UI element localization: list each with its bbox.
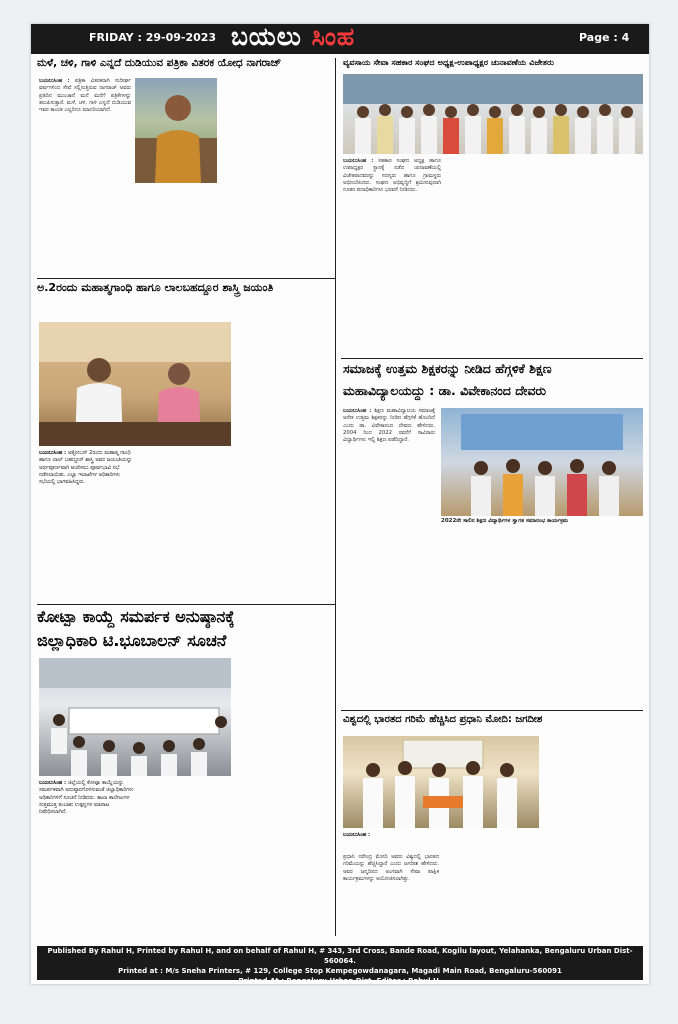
newspaper-title <box>231 24 355 52</box>
article-4-column <box>543 536 643 706</box>
title-part-2: ಸಿಂಹ <box>311 24 356 51</box>
group-photo <box>343 74 643 154</box>
ceremony-photo <box>343 736 539 828</box>
article-5-text: ಜಿಲ್ಲೆಯಲ್ಲಿ ಕೋಟ್ಪಾ ಕಾಯ್ದೆಯನ್ನು ಸಮರ್ಪಕವಾಗಿ ಅನುಷ್ಠಾನಗೊಳಿಸುವಂತೆ ಜಿಲ್ಲಾಧಿಕಾರಿಗಳು ಅಧಿಕಾರಿಗಳಿಗೆ ಸೂಚನೆ ನೀಡಿದರು. ಶಾಲಾ ಕಾಲೇಜುಗಳ ಸುತ್ತಮುತ್ತ ತಂಬಾಕು ಉತ್ಪನ್ನಗಳ ಮಾರಾಟ ನಿಷೇಧಿಸಲಾಗಿದೆ. <box>39 780 134 816</box>
article-5-headline-line2: ಜಿಲ್ಲಾಧಿಕಾರಿ ಟಿ.ಭೂಬಾಲನ್ ಸೂಚನೆ <box>37 632 227 650</box>
article-3-column <box>235 450 331 600</box>
event-photo <box>441 408 643 516</box>
article-5-column <box>235 658 331 776</box>
imprint-line-2: Printed at : M/s Sneha Printers, # 129, College Stop Kempegowdanagara, Magadi Main Road, Bengaluru-560091 <box>118 967 562 975</box>
meeting-hall-photo <box>39 658 231 776</box>
imprint-line-3: Printed At : Bengaluru Urban Dist. Editor : Rahul H. <box>238 977 442 984</box>
article-1-headline: ಮಳೆ, ಚಳಿ, ಗಾಳಿ ಎನ್ನದೆ ದುಡಿಯುವ ಪತ್ರಿಕಾ ವಿತರಕ ಯೋಧ ನಾಗರಾಜ್ <box>37 58 282 69</box>
article-6-photo-caption <box>343 832 539 852</box>
article-4-column <box>441 536 539 706</box>
article-6-column <box>443 854 539 936</box>
article-4-lead: ಬಯಲುಸಿಂಹ : <box>343 408 372 414</box>
article-1-column <box>39 78 131 274</box>
person-photo <box>135 78 217 183</box>
article-2-column <box>343 158 441 354</box>
article-5-photo <box>39 658 231 776</box>
article-6-column <box>543 736 643 936</box>
article-2-photo <box>343 74 643 154</box>
article-5-text-column <box>39 780 135 936</box>
section-divider <box>37 604 335 605</box>
article-3-headline: ಅ.2ರಂದು ಮಹಾತ್ಮಗಾಂಧಿ ಹಾಗೂ ಲಾಲಬಹದ್ದೂರ ಶಾಸ್ತ್ರಿ ಜಯಂತಿ <box>37 282 274 294</box>
article-5-column <box>235 780 331 936</box>
article-4-photo <box>441 408 643 516</box>
section-divider <box>37 278 335 279</box>
article-2-headline: ವ್ಯವಸಾಯ ಸೇವಾ ಸಹಕಾರ ಸಂಘದ ಅಧ್ಯಕ್ಷ-ಉಪಾಧ್ಯಕ್ಷರ ಚುನಾವಣೆಯ ವಿಜೇತರು <box>343 58 554 67</box>
article-5-lead: ಬಯಲುಸಿಂಹ : <box>39 780 67 786</box>
title-part-1: ಬಯಲು <box>231 24 312 51</box>
article-2-column <box>445 158 543 354</box>
article-4-column <box>343 530 435 706</box>
article-4-column <box>343 408 435 528</box>
article-1-column <box>231 78 331 274</box>
article-3-photo <box>39 322 231 446</box>
article-3-column <box>137 450 233 600</box>
article-5-column <box>137 780 233 936</box>
article-4-photo-caption: 2022ನೇ ಸಾಲಿನ ಶಿಕ್ಷಣ ವಿದ್ಯಾರ್ಥಿಗಳ ಸ್ವಾಗತ ಸಮಾರಂಭ ಕಾರ್ಯಕ್ರಮ <box>441 518 569 524</box>
article-3-lead: ಬಯಲುಸಿಂಹ : <box>39 450 67 456</box>
article-2-column <box>545 158 643 354</box>
article-4-headline-line2: ಮಹಾವಿದ್ಯಾಲಯದ್ದು : ಡಾ. ವಿವೇಕಾನಂದ ದೇವರು <box>343 384 547 398</box>
article-6-photo <box>343 736 539 828</box>
article-1-text: ಪತ್ರಿಕಾ ವಿತರಕರಾಗಿ ಸುದೀರ್ಘ ವರ್ಷಗಳಿಂದ ಸೇವೆ ಸಲ್ಲಿಸುತ್ತಿರುವ ನಾಗರಾಜ್ ಅವರು ಪ್ರತಿದಿನ ಮುಂಜಾನೆ ಮನೆ ಮನೆಗೆ ಪತ್ರಿಕೆಗಳನ್ನು ತಲುಪಿಸುತ್ತಾರೆ. ಮಳೆ, ಚಳಿ, ಗಾಳಿ ಎನ್ನದೆ ದುಡಿಯುವ ಇವರ ಕಾಯಕ ಎಲ್ಲರಿಗೂ ಮಾದರಿಯಾಗಿದೆ. <box>39 78 131 114</box>
imprint-footer <box>37 946 643 984</box>
article-2-lead: ಬಯಲುಸಿಂಹ : <box>343 158 374 164</box>
article-6-column <box>343 854 439 936</box>
column-divider <box>335 58 336 936</box>
article-6-lead: ಬಯಲುಸಿಂಹ : <box>343 832 371 838</box>
article-3-column <box>235 322 331 446</box>
newspaper-page <box>31 24 649 984</box>
article-1-column <box>135 186 227 274</box>
section-divider <box>341 710 643 711</box>
article-1-photo <box>135 78 217 183</box>
article-3-text-column <box>39 450 135 600</box>
meeting-photo <box>39 322 231 446</box>
article-5-headline-line1: ಕೋಟ್ಪಾ ಕಾಯ್ದೆ ಸಮರ್ಪಕ ಅನುಷ್ಠಾನಕ್ಕೆ <box>37 608 235 626</box>
article-3-text: ಅಕ್ಟೋಬರ್ 2ರಂದು ಮಹಾತ್ಮ ಗಾಂಧಿ ಹಾಗೂ ಲಾಲ್ ಬಹದ್ದೂರ್ ಶಾಸ್ತ್ರಿ ಅವರ ಜಯಂತಿಯನ್ನು ಅರ್ಥಪೂರ್ಣವಾಗಿ ಆಚರಿಸಲು ಪೂರ್ವಭಾವಿ ಸಭೆ ನಡೆಸಲಾಯಿತು. ಎಲ್ಲಾ ಇಲಾಖೆಗಳ ಅಧಿಕಾರಿಗಳು ಸಭೆಯಲ್ಲಿ ಭಾಗವಹಿಸಿದ್ದರು. <box>39 450 133 486</box>
page-number: Page : 4 <box>579 31 630 44</box>
article-1-lead: ಬಯಲುಸಿಂಹ : <box>39 78 70 84</box>
article-2-text: ಸಹಕಾರ ಸಂಘದ ಅಧ್ಯಕ್ಷ ಹಾಗೂ ಉಪಾಧ್ಯಕ್ಷರ ಸ್ಥಾನಕ್ಕೆ ನಡೆದ ಚುನಾವಣೆಯಲ್ಲಿ ವಿಜೇತರಾದವರನ್ನು ಸದಸ್ಯರು ಹಾಗೂ ಗ್ರಾಮಸ್ಥರು ಅಭಿನಂದಿಸಿದರು. ಸಂಘದ ಅಭಿವೃದ್ಧಿಗೆ ಶ್ರಮಿಸುವುದಾಗಿ ನೂತನ ಪದಾಧಿಕಾರಿಗಳು ಭರವಸೆ ನೀಡಿದರು. <box>343 158 441 194</box>
section-divider <box>341 358 643 359</box>
article-4-text: ಶಿಕ್ಷಣ ಮಹಾವಿದ್ಯಾಲಯ ಸಮಾಜಕ್ಕೆ ಅನೇಕ ಉತ್ತಮ ಶಿಕ್ಷಕರನ್ನು ನೀಡಿದ ಹೆಗ್ಗಳಿಕೆ ಹೊಂದಿದೆ ಎಂದು ಡಾ. ವಿವೇಕಾನಂದ ದೇವರು ಹೇಳಿದರು. 2004 ರಿಂದ 2022 ರವರೆಗೆ ಸಾವಿರಾರು ವಿದ್ಯಾರ್ಥಿಗಳು ಇಲ್ಲಿ ಶಿಕ್ಷಣ ಪಡೆದಿದ್ದಾರೆ. <box>343 408 435 444</box>
article-6-text: ಪ್ರಧಾನಿ ನರೇಂದ್ರ ಮೋದಿ ಅವರು ವಿಶ್ವದಲ್ಲಿ ಭಾರತದ ಗರಿಮೆಯನ್ನು ಹೆಚ್ಚಿಸಿದ್ದಾರೆ ಎಂದು ಜಗದೀಶ ಹೇಳಿದರು. ಅವರ ಜನ್ಮದಿನದ ಅಂಗವಾಗಿ ಸೇವಾ ಪಾಕ್ಷಿಕ ಕಾರ್ಯಕ್ರಮಗಳನ್ನು ಆಯೋಜಿಸಲಾಗಿತ್ತು. <box>343 854 439 882</box>
article-6-headline: ವಿಶ್ವದಲ್ಲಿ ಭಾರತದ ಗರಿಮೆ ಹೆಚ್ಚಿಸಿದ ಪ್ರಧಾನಿ ಮೋದಿ: ಜಗದೀಶ <box>343 714 543 725</box>
imprint-line-1: Published By Rahul H, Printed by Rahul H, and on behalf of Rahul H, # 343, 3rd Cross, Bande Road, Kogilu layout, Yelahanka, Bengaluru Urban Dist-560064. <box>47 947 633 965</box>
article-4-headline-line1: ಸಮಾಜಕ್ಕೆ ಉತ್ತಮ ಶಿಕ್ಷಕರನ್ನು ನೀಡಿದ ಹೆಗ್ಗಳಿಕೆ ಶಿಕ್ಷಣ <box>343 362 552 376</box>
masthead <box>31 24 649 54</box>
issue-date: FRIDAY : 29-09-2023 <box>89 31 217 44</box>
